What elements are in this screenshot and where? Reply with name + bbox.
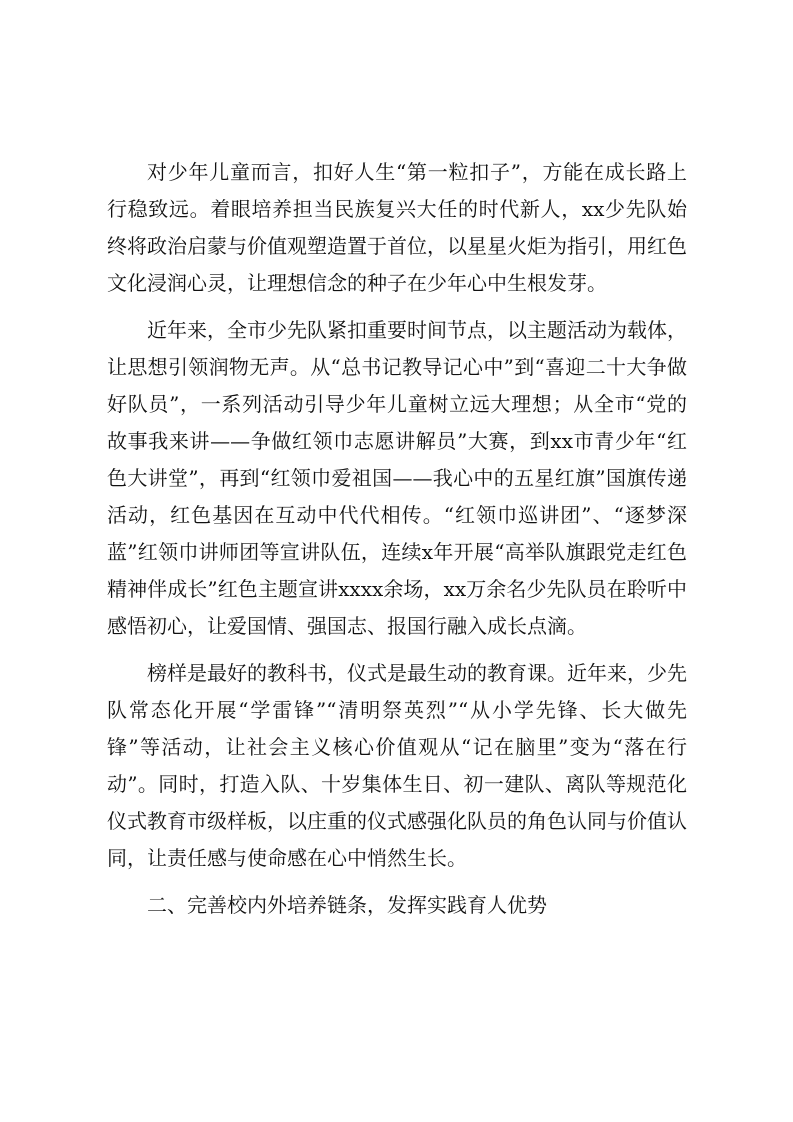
paragraph-1: 对少年儿童而言，扣好人生“第一粒扣子”，方能在成长路上行稳致远。着眼培养担当民族复兴大任的时代新人，xx少先队始终将政治启蒙与价值观塑造置于首位，以星星火炬为指引，用红色文化浸润心灵，让理想信念的种子在少年心中生根发芽。 (107, 160, 687, 295)
document-body (107, 154, 687, 924)
paragraph-3: 榜样是最好的教科书，仪式是最生动的教育课。近年来，少先队常态化开展“学雷锋”“清明祭英烈”“从小学先锋、长大做先锋”等活动，让社会主义核心价值观从“记在脑里”变为“落在行动”。同时，打造入队、十岁集体生日、初一建队、离队等规范化仪式教育市级样板，以庄重的仪式感强化队员的角色认同与价值认同，让责任感与使命感在心中悄然生长。 (107, 661, 687, 870)
paragraph-2: 近年来，全市少先队紧扣重要时间节点，以主题活动为载体，让思想引领润物无声。从“总书记教导记心中”到“喜迎二十大争做好队员”，一系列活动引导少年儿童树立远大理想；从全市“党的故事我来讲——争做红领巾志愿讲解员”大赛，到xx市青少年“红色大讲堂”，再到“红领巾爱祖国——我心中的五星红旗”国旗传递活动，红色基因在互动中代代相传。“红领巾巡讲团”、“逐梦深蓝”红领巾讲师团等宣讲队伍，连续x年开展“高举队旗跟党走红色精神伴成长”红色主题宣讲xxxx余场，xx万余名少先队员在聆听中感悟初心，让爱国情、强国志、报国行融入成长点滴。 (107, 318, 687, 638)
section-heading: 二、完善校内外培养链条，发挥实践育人优势 (147, 893, 547, 917)
